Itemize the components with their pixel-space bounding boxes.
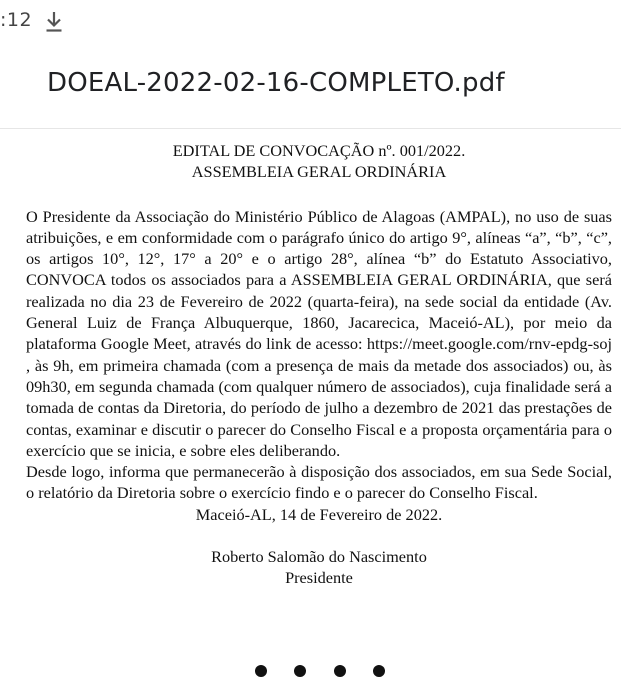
document-body xyxy=(26,206,612,525)
file-name-title: DOEAL-2022-02-16-COMPLETO.pdf xyxy=(47,68,505,98)
status-bar xyxy=(0,0,621,46)
date-line: Maceió-AL, 14 de Fevereiro de 2022. xyxy=(195,504,443,524)
heading-line-1: EDITAL DE CONVOCAÇÃO nº. 001/2022. xyxy=(172,141,466,160)
signer-name: Roberto Salomão do Nascimento xyxy=(211,547,427,567)
page-indicator-dots xyxy=(255,662,385,680)
page-indicator-dot xyxy=(334,665,346,677)
document-title-bar xyxy=(0,46,621,129)
document-heading xyxy=(26,140,612,183)
heading-line-2: ASSEMBLEIA GERAL ORDINÁRIA xyxy=(191,162,447,182)
signer-title: Presidente xyxy=(285,568,353,588)
paragraph-availability: Desde logo, informa que permanecerão à disposição dos associados, em sua Sede Social, o relatório da Diretoria sobre o exercício findo e o parecer do Conselho Fiscal. xyxy=(26,462,612,503)
signature-block xyxy=(26,546,612,589)
page-indicator-dot xyxy=(294,665,306,677)
status-time: :12 xyxy=(0,9,33,31)
paragraph-convocation: O Presidente da Associação do Ministério Público de Alagoas (AMPAL), no uso de suas atribuições, e em conformidade com o parágrafo único do artigo 9°, alíneas “a”, “b”, “c”, os artigos 10°, 12°, 17° a 20° e o artigo 28°, alínea “b” do Estatuto Associativo, CONVOCA todos os associados para a ASSEMBLEIA GERAL ORDINÁRIA, que será realizada no dia 23 de Fevereiro de 2022 (quarta-feira), na sede social da entidade (Av. General Luiz de França Albuquerque, 1860, Jacarecica, Maceió-AL), por meio da plataforma Google Meet, através do link de acesso: https://meet.google.com/rnv-epdg-soj , às 9h, em primeira chamada (com a presença de mais da metade dos associados) ou, às 09h30, em segunda chamada (com qualquer número de associados), cuja finalidade será a tomada de contas da Diretoria, do período de julho a dezembro de 2021 das prestações de contas, examinar e discutir o parecer do Conselho Fiscal e a proposta orçamentária para o exercício que se inicia, e sobre eles deliberando. xyxy=(26,206,612,460)
document-page-content xyxy=(26,140,612,589)
download-icon xyxy=(44,11,64,33)
page-indicator-dot xyxy=(373,665,385,677)
page-indicator-dot xyxy=(255,665,267,677)
